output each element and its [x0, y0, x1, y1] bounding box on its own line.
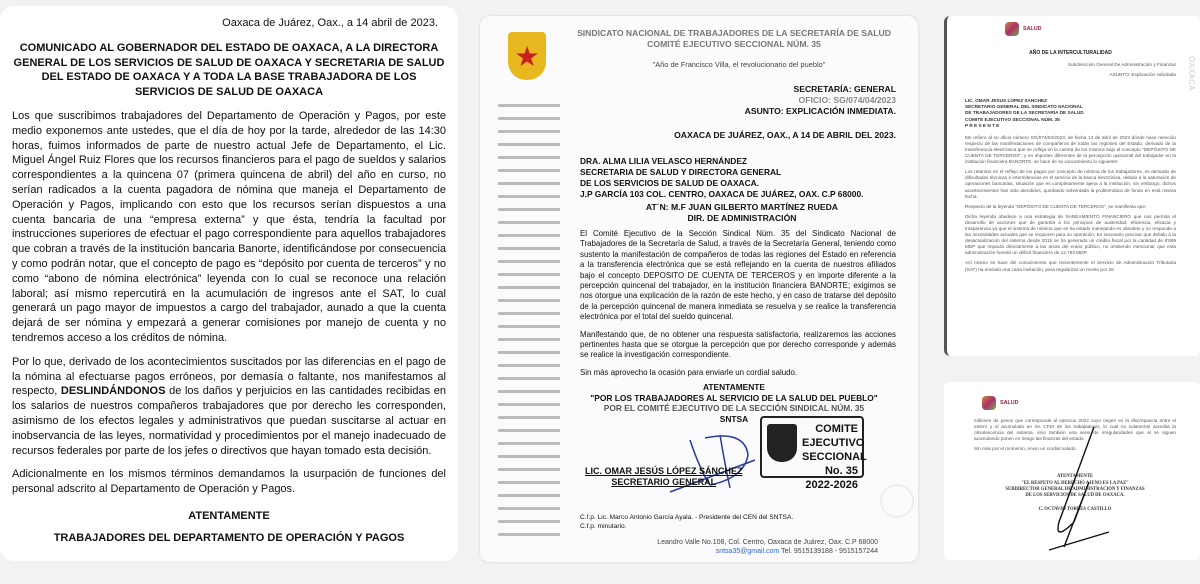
signer-name: C. OCTAVIO TORRES CASTILLO [1038, 506, 1112, 512]
asunto: ASUNTO: Explicación solicitada [1109, 72, 1176, 78]
paragraph: millones de pesos que corresponde al ejercicio 2022 cuyo origen es la discrepancia entre el entero y el acumulado en los CFDI de los trabajadores, lo cual no solamente acredita la obsolescencia del sistema, sino también una serie de irregularidades que al se siguen acumulando ponen en riesgo las finanzas del estado. [974, 418, 1176, 442]
committee-member-list [498, 104, 560, 546]
union-name: SINDICATO NACIONAL DE TRABAJADORES DE LA SECRETARÍA DE SALUD [577, 28, 891, 38]
line: C.f.p. minutario. [580, 522, 627, 530]
year-motto: AÑO DE LA INTERCULTURALIDAD [1029, 50, 1112, 56]
copies-list [580, 514, 793, 531]
paragraph: Los retardos en el reflejo de los pagos por concepto de nómina de los trabajadores, es derivado de dificultades técnicas e intermitencias en el servicio de la banca electrónica, debido a la saturación de operaciones bancarias, situación que es completamente ajena a la institución, sin embargo, dichos acontecimientos han sido atendidos, quedando solventada la problemática de fondo en está misma fecha. [965, 169, 1176, 199]
signature-block [585, 466, 743, 488]
sntsa-logo [508, 32, 546, 80]
reply-content [965, 50, 1176, 273]
line: SUBDIRECTOR GENERAL DE ADMINISTRACIÓN Y FINANZAS [1005, 486, 1145, 492]
emphasis: DESLINDÁNDONOS [60, 385, 166, 398]
letter-body [580, 229, 896, 385]
line: 2022-2026 [805, 479, 858, 491]
workers-communique-document [0, 6, 458, 561]
line: DIR. DE ADMINISTRACIÓN [687, 213, 797, 223]
paragraph: Manifestando que, de no obtener una respuesta satisfactoria, realizaremos las acciones pertinentes hasta que se otorgue la percepción que por derecho corresponde y además se realice la investigación correspondiente. [580, 329, 896, 360]
secretaria: SECRETARÍA: GENERAL [793, 84, 896, 94]
attention [646, 202, 838, 224]
paragraph: Me refiero al su oficio número SG/074/04/2023, de fecha 14 de abril de 2023 dónde hace mención respecto de las manifestaciones de compañeros de todas las regiones del Estado, derivado de la transferencia electrónica que se refleja en la cuenta de los mismos bajo el concepto "DEPÓSITO DE CUENTA DE TERCEROS", y en importes diferentes de la percepción quincenal del trabajador en la institución financiera BANORTE, se hace de su conocimiento lo siguiente: [965, 134, 1176, 165]
reference-block [745, 84, 896, 117]
line: DE LOS SERVICIOS DE SALUD DE OAXACA. [1025, 492, 1125, 498]
document-date: Oaxaca de Juárez, Oax., a 14 abril de 2023. [222, 17, 438, 29]
email: sntsa35@gmail.com [715, 548, 780, 555]
paragraph: Sin más aprovecho la ocasión para enviarle un cordial saludo. [580, 367, 798, 377]
letter-date: OAXACA DE JUÁREZ, OAX., A 14 DE ABRIL DEL 2023. [674, 130, 896, 140]
oaxaca-watermark: OAXACA [1187, 56, 1196, 91]
department: Subdirección General De Administración y Finanzas [1067, 62, 1176, 68]
line: DE LOS SERVICIOS DE SALUD DE OAXACA. [580, 178, 760, 188]
line: LIC. OMAR JESUS LOPEZ SANCHEZ [965, 98, 1048, 104]
paragraph [12, 355, 446, 459]
line: COMITE EJECUTIVO [802, 423, 865, 449]
star-icon: ★ [514, 40, 540, 72]
line: SECRETARIO GENERAL DEL SINDICATO NACIONAL [965, 104, 1083, 110]
motto: "Año de Francisco Villa, el revolucionario del pueblo" [652, 60, 826, 69]
line: POR EL COMITÉ EJECUTIVO DE LA SECCIÓN SINDICAL NÚM. 35 [603, 403, 865, 414]
logo-mark-icon [1005, 22, 1019, 36]
paragraph: Respecto de la leyenda "DEPÓSITO DE CUENTA DE TERCEROS", se manifiesta que: [965, 203, 1147, 209]
health-services-reply-page-2 [944, 382, 1200, 560]
oficio: OFICIO: SG/074/04/2023 [798, 95, 896, 105]
line: "EL RESPETO AL DERECHO AJENO ES LA PAZ" [1021, 480, 1129, 486]
paragraph: El Comité Ejecutivo de la Sección Sindical Núm. 35 del Sindicato Nacional de Trabajadores de la Secretaría de Salud, a través de la Secretaría General, teniendo como sustento la manifestación de compañeros de todas las regiones del Estado en referencia a la transferencia electrónica que se está reflejando en la cuenta de nuestros afiliados bajo el concepto DEPOSITO DE CUENTA DE TERCEROS y en importe diferente a la percepción quincenal del trabajador, en la institución financiera BANORTE; exigimos se nos otorgue una explicación de la razón de este hecho, y en caso de tratarse del depósito de la percepción quincenal de manera inmediata se resuelva y se realice la transferencia electrónica por el total del sueldo quincenal. [580, 229, 896, 322]
line: SNTSA [719, 413, 749, 424]
line: AT´N: M.F JUAN GILBERTO MARTÍNEZ RUEDA [645, 202, 838, 212]
line: DRA. ALMA LILIA VELASCO HERNÁNDEZ [580, 156, 748, 166]
paragraph: Así mismo se hace del conocimiento que recientemente el Servicio de Administración Tributaria (SAT) ha enviado una carta invitación, para regularizar un monto por 26 [965, 260, 1176, 272]
scroll-circle-button[interactable] [880, 484, 914, 518]
line: C.f.p. Lic. Marco Antonio García Ayala. - Presidente del CEN del SNTSA. [580, 514, 794, 521]
line: COMITÉ EJECUTIVO SECCIONAL NÚM. 35 [965, 116, 1060, 122]
text: Por lo que, derivado de los acontecimientos suscitados por las diferencias en el pago de la nómina al efectuarse pagos erróneos, por demasía o faltante, nos manifestamos al respecto, [12, 355, 446, 398]
handwritten-signature [1034, 422, 1114, 552]
paragraph: Sin más por el momento, envío un cordial saludo. [974, 446, 1077, 452]
paragraph: Adicionalmente en los mismos términos demandamos la usurpación de funciones del personal adscrito al Departamento de Operación y Pagos. [12, 468, 446, 496]
signer-role: SECRETARIO GENERAL [611, 477, 717, 487]
committee-name: COMITÉ EJECUTIVO SECCIONAL NÚM. 35 [647, 39, 821, 49]
recipient-address [965, 98, 1176, 128]
line: J.P GARCÍA 103 COL. CENTRO, OAXACA DE JUÁREZ, OAX. C.P 68000. [580, 189, 864, 199]
line: ATENTAMENTE [702, 382, 766, 392]
line: SECRETARIA DE SALUD Y DIRECTORA GENERAL [580, 167, 782, 177]
stamp-logo-icon [767, 424, 797, 462]
health-services-reply-page-1 [944, 16, 1200, 356]
salud-logo [982, 396, 1019, 410]
phone: Tel. 9515139188 - 9515157244 [779, 548, 878, 555]
paragraph: Dicha leyenda obedece a una estrategia de SANEAMIENTO FINANCIERO que nos permita el desarrollo de acciones que de garantía a los principios de austeridad, eficiencia, eficacia y trasparencia ya que el sistema de nómina que se ha estado manejando es obsoleto y no responde a las necesidades actuales que se requieren para su operación. Es necesario precisar que debido a la desactualización del sistema desde 2015 se ha generado un crédito fiscal por la cantidad de 8'899 MDP que impacta directamente a las arcas del erario público, no omitiendo mencionar que esta administración heredó un déficit financiero de 12,793 MDP. [965, 213, 1176, 256]
text: de los daños y perjuicios en las cantidades recibidas en los salarios de nuestros compañeros trabajadores que por derecho les corresponden, asimismo de los efectos legales y administrativos que puedan suscitarse al actuar en inobservancia de las leyes, normatividad y procedimientos por el manejo inadecuado de recursos federales por parte de los jefes o directivos que hayan tomado esta decisión. [12, 385, 446, 457]
handwritten-signature [660, 430, 760, 500]
document-heading: COMUNICADO AL GOBERNADOR DEL ESTADO DE OAXACA, A LA DIRECTORA GENERAL DE LOS SERVICIOS DE SALUD DE OAXACA Y SECRETARIA DE SALUD DEL ESTADO DE OAXACA Y A TODA LA BASE TRABAJADORA DE LOS SERVICIOS DE SALUD DE OAXACA [13, 41, 445, 99]
salud-logo [1005, 22, 1042, 36]
signer-name: LIC. OMAR JESÚS LÓPEZ SÁNCHEZ [585, 466, 743, 476]
closing: ATENTAMENTE [188, 509, 270, 522]
committee-stamp [760, 416, 867, 491]
logo-mark-icon [982, 396, 996, 410]
brand: SALUD [1023, 26, 1042, 32]
signature: TRABAJADORES DEL DEPARTAMENTO DE OPERACIÓN Y PAGOS [53, 531, 405, 544]
line: "POR LOS TRABAJADORES AL SERVICIO DE LA SALUD DEL PUEBLO" [590, 392, 878, 403]
letterhead [570, 28, 898, 50]
recipient-address [580, 156, 863, 200]
asunto: ASUNTO: EXPLICACIÓN INMEDIATA. [744, 106, 896, 116]
line: SECCIONAL No. 35 [802, 451, 867, 477]
line: ATENTAMENTE [1056, 474, 1094, 480]
line: P R E S E N T E [965, 122, 1000, 128]
brand: SALUD [1000, 400, 1019, 406]
line: DE TRABAJADORES DE LA SECRETARÍA DE SALUD [965, 110, 1084, 116]
address: Leandro Valle No.108, Col. Centro, Oaxaca de Juárez, Oax. C.P 68000 [657, 539, 878, 546]
letter-footer [657, 538, 878, 556]
paragraph: Los que suscribimos trabajadores del Departamento de Operación y Pagos, por este medio exponemos ante ustedes, que el día de hoy por la tarde, alrededor de las 14:30 horas, fuimos informados de parte de nuestro actual Jefe de Departamento, el Lic. Miguel Ángel Ruiz Flores que los recursos financieros para el pago de sueldos y salarios correspondientes a la quincena 07 (primera quincena de abril) del año en curso, no serían radicados a la cuenta pagadora de nómina que maneja el Departamento de Operación y Pagos, implicando con esto que los recursos serían dispuestos a una cuenta bancaria de una “empresa externa” y que ésta, tendría la facultad por instrucciones superiores de efectuar el pago correspondiente para aquellos trabajadores que cobran a través de la institución bancaria Banorte, identificándose por consecuencia y como podrán notar, que el concepto de pago es “depósito por cuenta de terceros” y no como “abono de nómina electrónica” leyenda con lo cual se reconoce una relación laboral; así mismo repercutirá en la acumulación de ingresos ante el SAT, lo cual generará un pago mayor de impuestos a cargo del trabajador, aunado a que la cuenta dejará de ser nómina y empezará a generar comisiones por manejo de cuenta y no tendremos acceso a los créditos de nómina. [12, 109, 446, 344]
